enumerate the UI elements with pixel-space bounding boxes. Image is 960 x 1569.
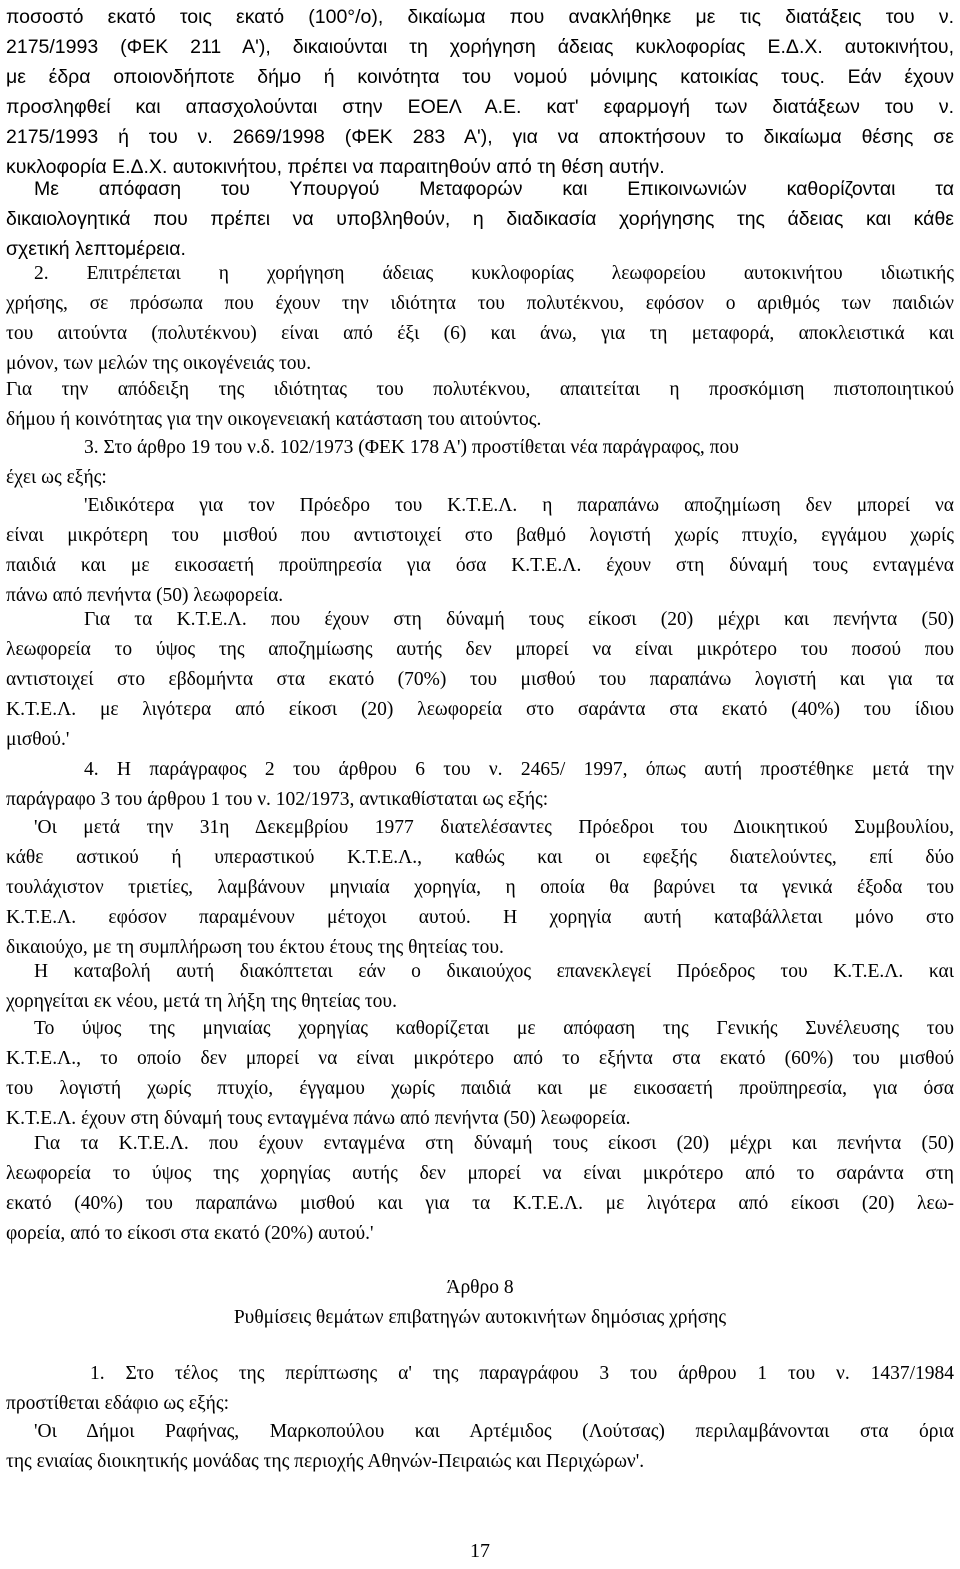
text-line: με έδρα οποιονδήποτε δήμο ή κοινότητα του νομού μόνιμης κατοικίας τους. Εάν έχουν [6,66,954,88]
text-line: παιδιά και με εικοσαετή προϋπηρεσία για όσα Κ.Τ.Ε.Λ. έχουν στη δύναμή τους ενταγμένα [6,555,954,576]
text-line: Για τα Κ.Τ.Ε.Λ. που έχουν ενταγμένα στη δύναμή τους είκοσι (20) μέχρι και πενήντα (50) [34,1133,954,1154]
text-line: λεωφορεία το ύψος της χορηγίας αυτής δεν μπορεί να είναι μικρότερο από το σαράντα στη [6,1163,954,1184]
text-line: προσληφθεί και απασχολούνται στην ΕΟΕΛ Α.Ε. κατ' εφαρμογή των διατάξεων του ν. [6,96,954,118]
text-line: 2175/1993 ή του ν. 2669/1998 (ΦΕΚ 283 Α'), για να αποκτήσουν το δικαίωμα θέσης σε [6,126,954,148]
text-line: χορηγείται εκ νέου, μετά τη λήξη της θητείας του. [6,991,397,1012]
paragraph-ministerial-decision [6,174,954,264]
article-heading: Άρθρο 8 [446,1277,514,1298]
text-line: εκατό (40%) του παραπάνω μισθού και για τα Κ.Τ.Ε.Λ. με λιγότερα από είκοσι (20) λεω- [6,1193,954,1214]
text-line: του αιτούντα (πολυτέκνου) είναι από έξι (6) και άνω, για τη μεταφορά, αποκλειστικά και [6,323,954,344]
text-line: δήμου ή κοινότητας για την οικογενειακή κατάσταση του αιτούντος. [6,409,542,430]
paragraph-monthly-grant [6,1014,954,1134]
paragraph-former-presidents [6,813,954,963]
text-line: 4. Η παράγραφος 2 του άρθρου 6 του ν. 2465/ 1997, όπως αυτή προστέθηκε μετά την [84,759,954,780]
paragraph-4-article-6 [6,755,954,815]
paragraph-3-article-19 [6,433,954,493]
text-line: Η καταβολή αυτή διακόπτεται εάν ο δικαιούχος επανεκλεγεί Πρόεδρος του Κ.Τ.Ε.Λ. και [34,961,954,982]
text-line: προστίθεται εδάφιο ως εξής: [6,1393,229,1414]
text-line: πάνω από πενήντα (50) λεωφορεία. [6,585,284,606]
text-line: δικαιούχο, με τη συμπλήρωση του έκτου έτους της θητείας του. [6,937,504,958]
text-line: δικαιολογητικά που πρέπει να υποβληθούν, η διαδικασία χορήγησης της άδειας και κάθε [6,208,954,230]
text-line: τουλάχιστον τριετίες, λαμβάνουν μηνιαία χορηγία, η οποία θα βαρύνει τα γενικά έξοδα του [6,877,954,898]
article-8-heading-block [6,1273,954,1333]
text-line: έχει ως εξής: [6,467,107,488]
text-line: ποσοστό εκατό τοις εκατό (100°/ο), δικαίωμα που ανακλήθηκε με τις διατάξεις του ν. [6,6,954,28]
text-line: Κ.Τ.Ε.Λ. με λιγότερα από είκοσι (20) λεωφορεία στο σαράντα στα εκατό (40%) του ίδιου [6,699,954,720]
paragraph-municipalities [6,1417,954,1477]
paragraph-president-compensation [6,491,954,611]
text-line: του λογιστή χωρίς πτυχίο, έγγαμου χωρίς παιδιά και με εικοσαετή προϋπηρεσία, για όσα [6,1078,954,1099]
text-line: Κ.Τ.Ε.Λ. εφόσον παραμένουν μέτοχοι αυτού. Η χορηγία αυτή καταβάλλεται μόνο στο [6,907,954,928]
text-line: 'Οι Δήμοι Ραφήνας, Μαρκοπούλου και Αρτέμιδος (Λούτσας) περιλαμβάνονται στα όρια [34,1421,954,1442]
text-line: 2175/1993 (ΦΕΚ 211 Α'), δικαιούνται τη χορήγηση άδειας κυκλοφορίας Ε.Δ.Χ. αυτοκινήτου, [6,36,954,58]
text-line: Με απόφαση του Υπουργού Μεταφορών και Επικοινωνιών καθορίζονται τα [34,178,954,200]
text-line: μόνον, των μελών της οικογένειάς του. [6,353,312,374]
text-line: Για την απόδειξη της ιδιότητας του πολυτέκνου, απαιτείται η προσκόμιση πιστοποιητικού [6,379,954,400]
paragraph-2-bus-license [6,259,954,379]
paragraph-article-8-1 [6,1359,954,1419]
text-line: χρήσης, σε πρόσωπα που έχουν την ιδιότητα του πολυτέκνου, εφόσον ο αριθμός των παιδιών [6,293,954,314]
text-line: Το ύψος της μηνιαίας χορηγίας καθορίζεται με απόφαση της Γενικής Συνέλευσης του [34,1018,954,1039]
text-line: είναι μικρότερη του μισθού που αντιστοιχεί στο βαθμό λογιστή χωρίς πτυχίο, εγγάμου χωρίς [6,525,954,546]
text-line: σχετική λεπτομέρεια. [6,238,186,260]
article-subtitle: Ρυθμίσεις θεμάτων επιβατηγών αυτοκινήτων δημόσιας χρήσης [233,1307,727,1328]
text-line: μισθού.' [6,729,70,750]
paragraph-payment-interrupted [6,957,954,1017]
text-line: Κ.Τ.Ε.Λ. έχουν στη δύναμή τους ενταγμένα πάνω από πενήντα (50) λεωφορεία. [6,1108,631,1129]
text-line: 'Ειδικότερα για τον Πρόεδρο του Κ.Τ.Ε.Λ. η παραπάνω αποζημίωση δεν μπορεί να [84,495,954,516]
paragraph-grant-ktel-20-50 [6,1129,954,1249]
text-line: Για τα Κ.Τ.Ε.Λ. που έχουν στη δύναμή τους είκοσι (20) μέχρι και πενήντα (50) [84,609,954,630]
text-line: 1. Στο τέλος της περίπτωσης α' της παραγράφου 3 του άρθρου 1 του ν. 1437/1984 [90,1363,954,1384]
paragraph-ktel-20-50 [6,605,954,755]
text-line: λεωφορεία το ύψος της αποζημίωσης αυτής δεν μπορεί να είναι μικρότερο του ποσού που [6,639,954,660]
text-line: 2. Επιτρέπεται η χορήγηση άδειας κυκλοφορίας λεωφορείου αυτοκινήτου ιδιωτικής [34,263,954,284]
paragraph-taxi-license [6,2,954,182]
paragraph-proof-large-family [6,375,954,435]
page-number: 17 [470,1540,490,1562]
text-line: αντιστοιχεί στο εβδομήντα στα εκατό (70%) του μισθού του παραπάνω λογιστή και για τα [6,669,954,690]
text-line: κάθε αστικού ή υπεραστικού Κ.Τ.Ε.Λ., καθώς και οι εφεξής διατελούντες, επί δύο [6,847,954,868]
text-line: παράγραφο 3 του άρθρου 1 του ν. 102/1973, αντικαθίσταται ως εξής: [6,789,549,810]
text-line: 3. Στο άρθρο 19 του ν.δ. 102/1973 (ΦΕΚ 178 Α') προστίθεται νέα παράγραφος, που [84,437,739,458]
text-line: 'Οι μετά την 31η Δεκεμβρίου 1977 διατελέσαντες Πρόεδροι του Διοικητικού Συμβουλίου, [34,817,954,838]
text-line: της ενιαίας διοικητικής μονάδας της περιοχής Αθηνών-Πειραιώς και Περιχώρων'. [6,1451,645,1472]
text-line: Κ.Τ.Ε.Λ., το οποίο δεν μπορεί να είναι μικρότερο από το εξήντα στα εκατό (60%) του μισθού [6,1048,954,1069]
text-line: φορεία, από το είκοσι στα εκατό (20%) αυτού.' [6,1223,374,1244]
text-line: κυκλοφορία Ε.Δ.Χ. αυτοκινήτου, πρέπει να παραιτηθούν από τη θέση αυτήν. [6,156,665,178]
